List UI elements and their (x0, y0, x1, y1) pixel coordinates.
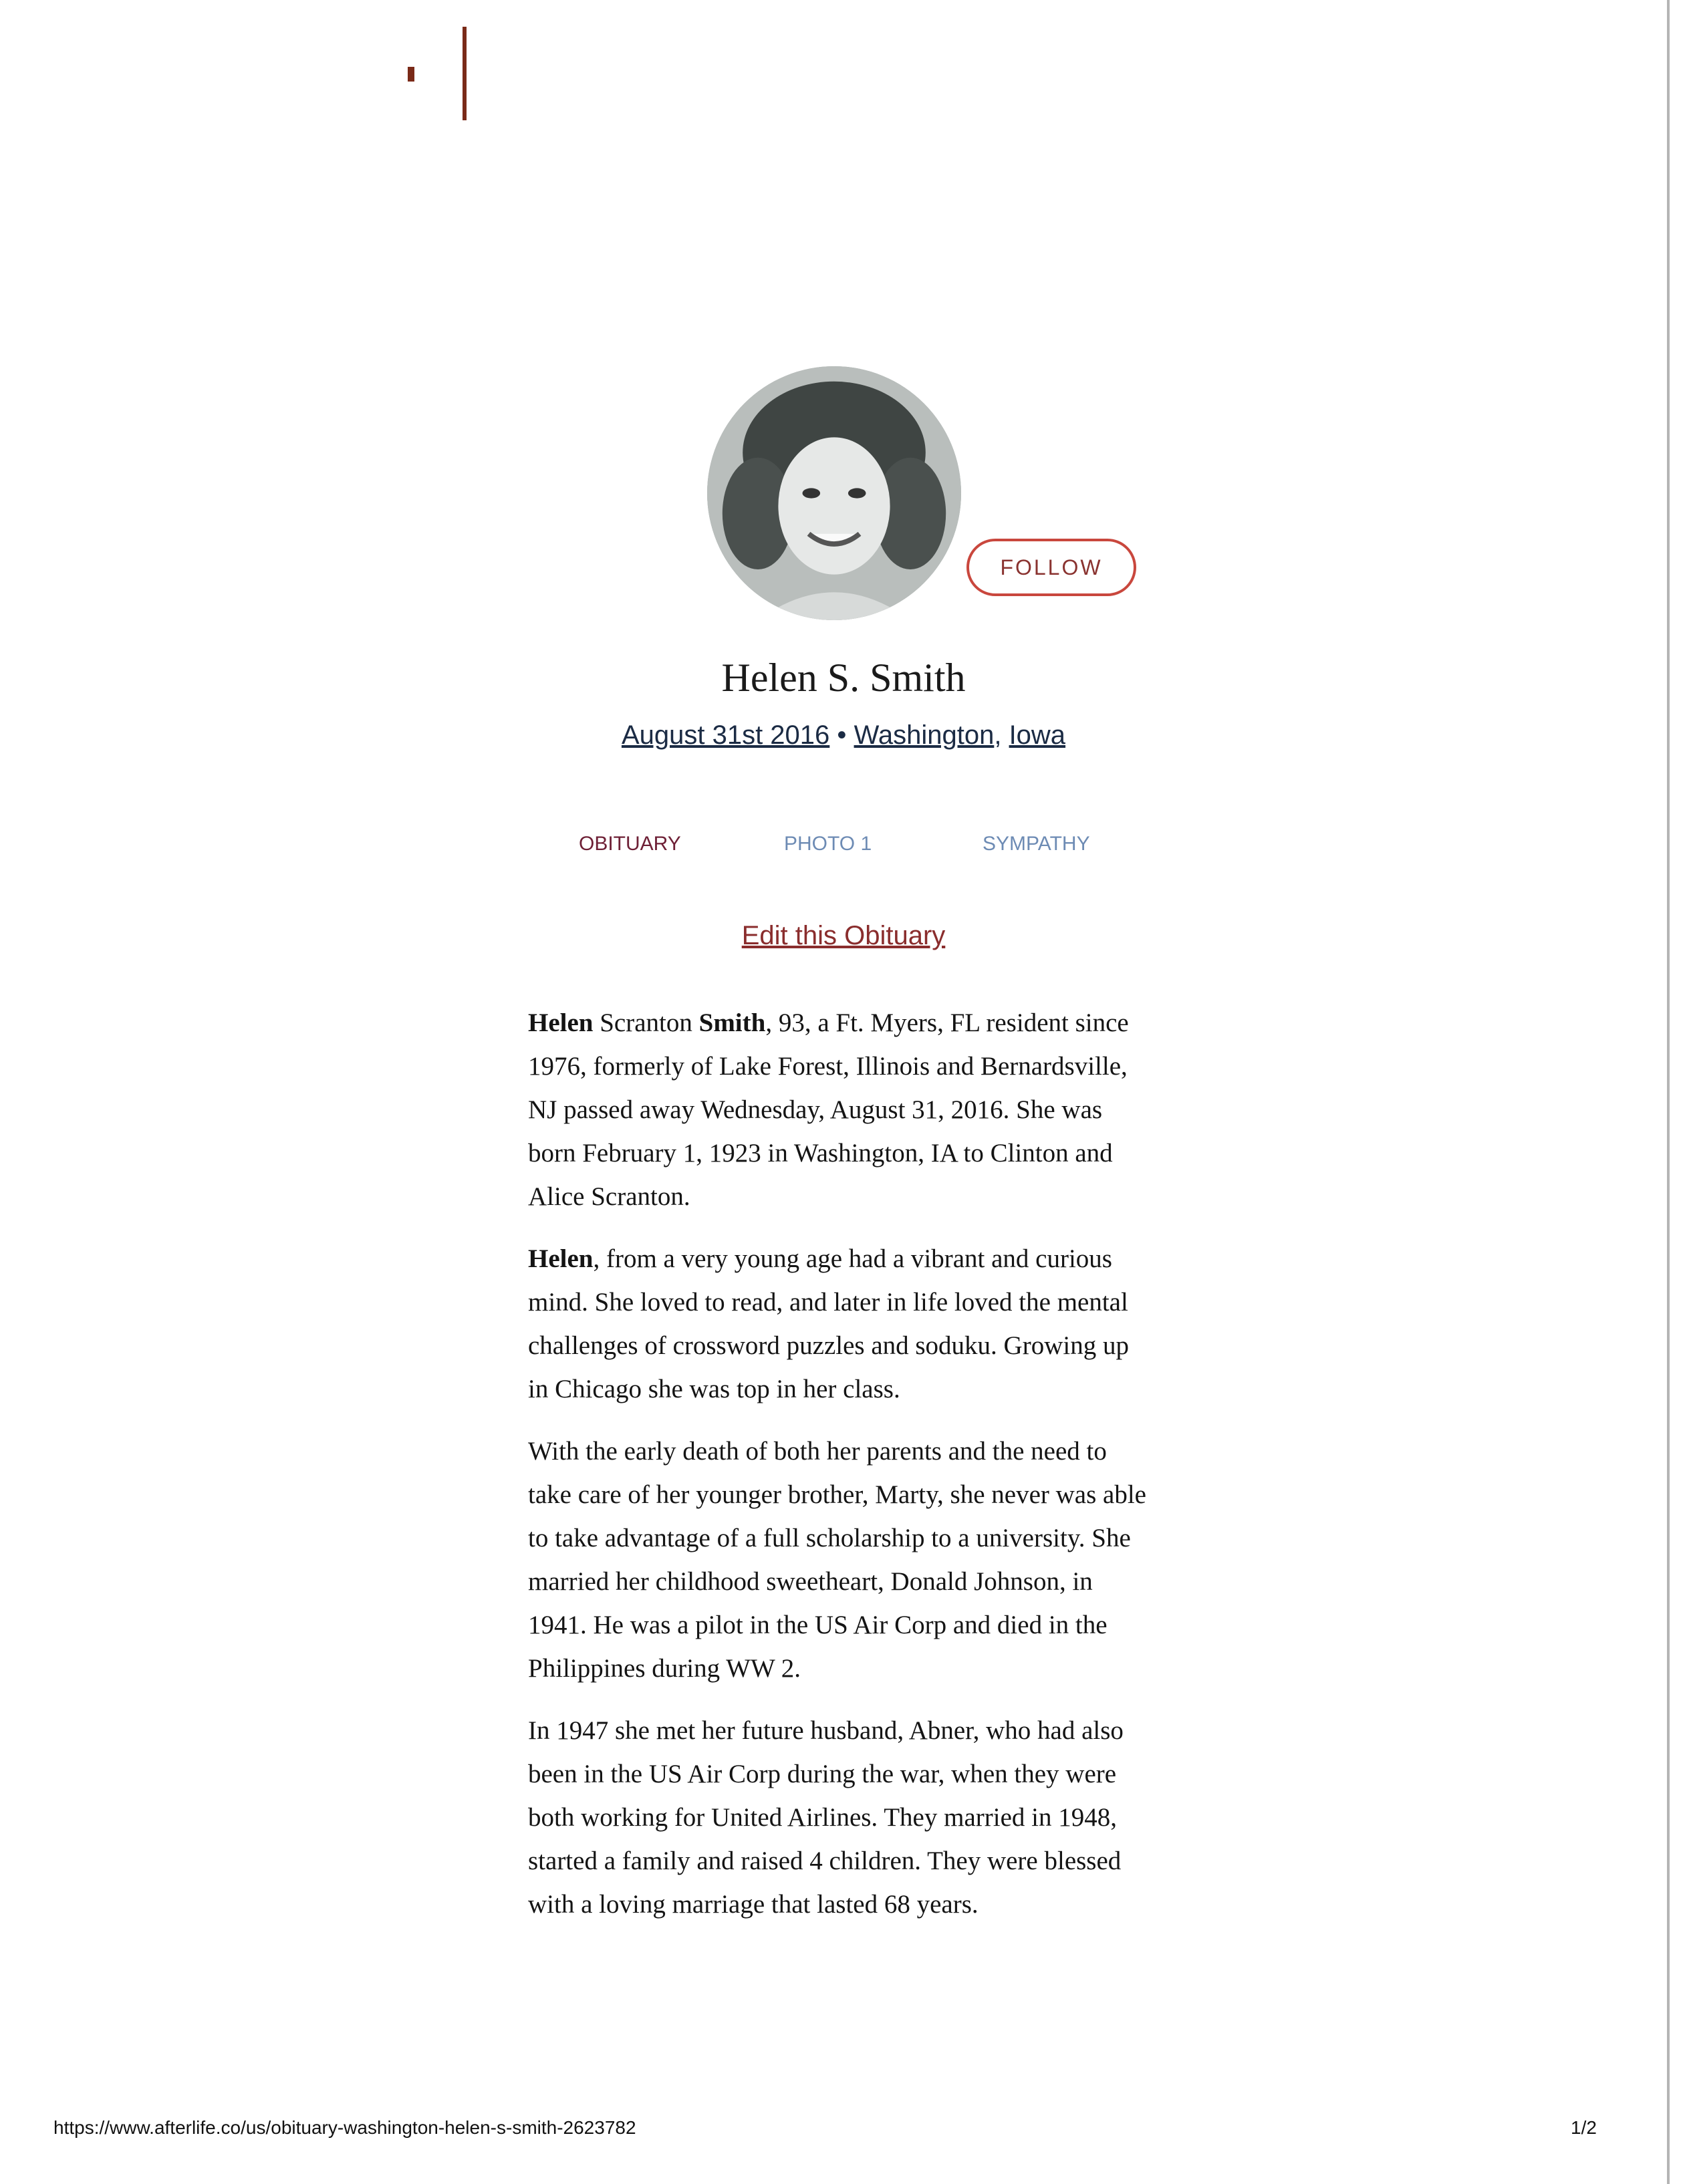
text-run: , from a very young age had a vibrant and curious mind. She loved to read, and later in life loved the mental challenges of crossword puzzles and soduku. Growing up in Chicago she was top in her class. (528, 1244, 1129, 1403)
date-location (0, 720, 1687, 750)
bold-name: Helen (528, 1008, 594, 1037)
obituary-text (528, 1001, 1150, 1945)
bold-name: Helen (528, 1244, 594, 1273)
date-link[interactable]: August 31st 2016 (621, 720, 830, 750)
text-run: , 93, a Ft. Myers, FL resident since 1976, formerly of Lake Forest, Illinois and Bernardsville, NJ passed away Wednesday, August 31, 2016. She was born February 1, 1923 in Washington, IA to Clinton and Alice Scranton. (528, 1008, 1129, 1211)
scan-mark (408, 67, 414, 82)
bold-name: Smith (698, 1008, 766, 1037)
portrait-photo-icon (707, 366, 961, 620)
obituary-paragraph (528, 1001, 1150, 1218)
follow-button[interactable]: FOLLOW (966, 539, 1136, 596)
text-run: Scranton (593, 1008, 699, 1037)
comma: , (994, 720, 1002, 750)
page-number: 1/2 (1571, 2117, 1597, 2138)
city-link[interactable]: Washington (854, 720, 995, 750)
tab-obituary[interactable]: OBITUARY (579, 833, 681, 855)
obituary-paragraph: With the early death of both her parents and the need to take care of her younger brother, Marty, she never was able to take advantage of a full scholarship to a university. She married her childhood sweetheart, Donald Johnson, in 1941. He was a pilot in the US Air Corp and died in the Philippines during WW 2. (528, 1437, 1146, 1683)
tab-sympathy[interactable]: SYMPATHY (983, 833, 1090, 855)
tab-photo[interactable]: PHOTO 1 (784, 833, 872, 855)
obituary-tabs (0, 833, 1687, 859)
obituary-paragraph: In 1947 she met her future husband, Abner, who had also been in the US Air Corp during the war, when they were both working for United Airlines. They married in 1948, started a family and raised 4 children. They were blessed with a loving marriage that lasted 68 years. (528, 1716, 1124, 1919)
profile-photo (707, 366, 961, 620)
scan-mark (463, 27, 467, 120)
page-edge-line (1667, 0, 1670, 2184)
deceased-name: Helen S. Smith (721, 656, 966, 700)
obituary-paragraph (528, 1237, 1150, 1411)
state-link[interactable]: Iowa (1009, 720, 1066, 750)
footer-url: https://www.afterlife.co/us/obituary-washington-helen-s-smith-2623782 (53, 2117, 636, 2138)
separator-dot: • (837, 720, 847, 750)
edit-obituary-link[interactable]: Edit this Obituary (741, 921, 946, 950)
